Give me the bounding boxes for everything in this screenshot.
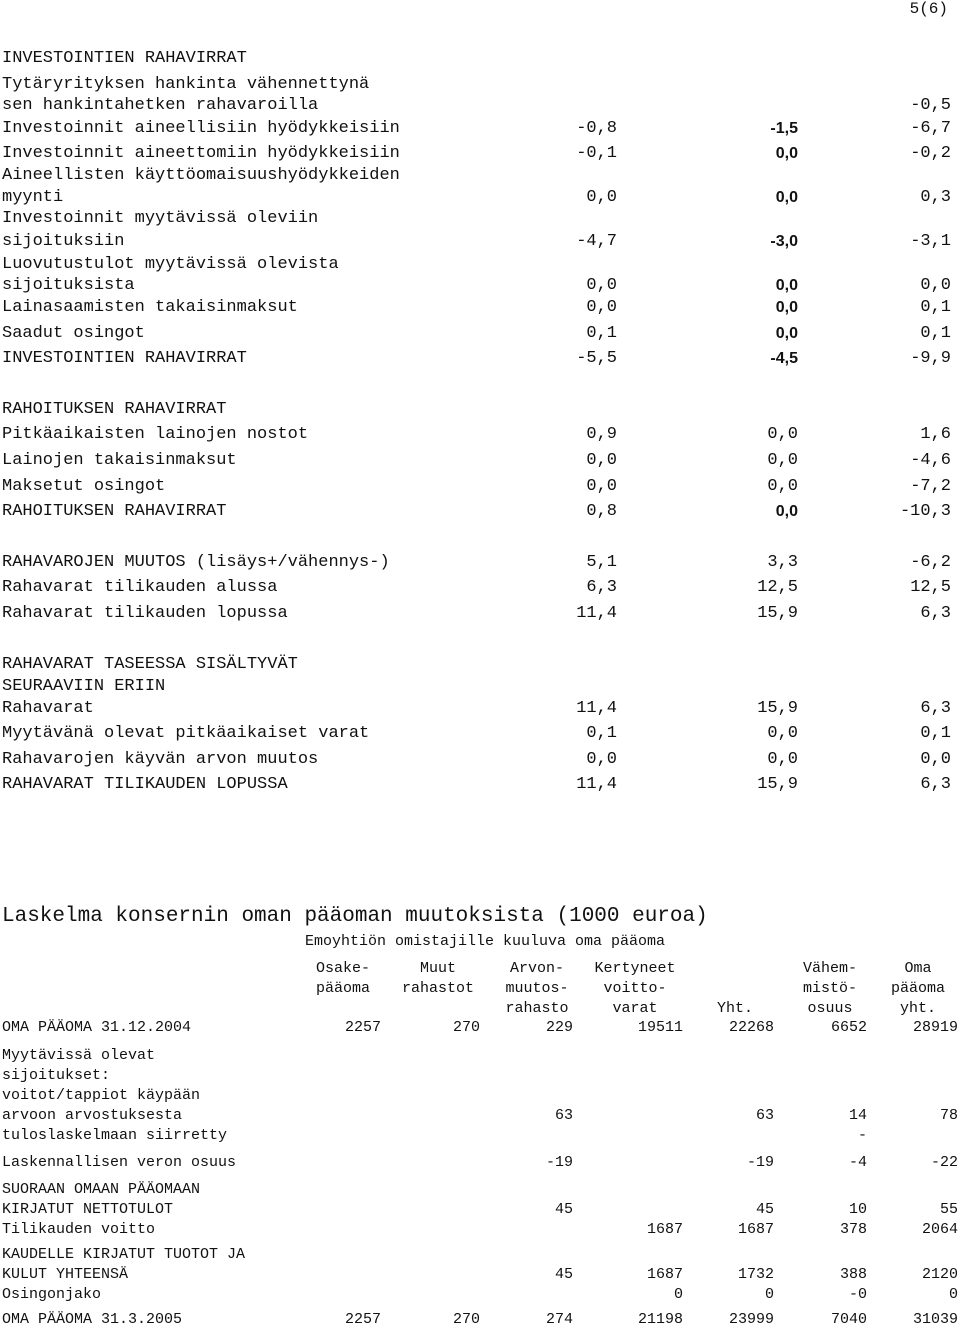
value-cell: 0,0 (767, 425, 798, 444)
value-cell: 45 (755, 1201, 774, 1218)
value-cell: 0,0 (586, 188, 617, 207)
row-label: myynti (2, 188, 64, 207)
value-cell: 1732 (737, 1266, 774, 1283)
value-cell: -19 (746, 1154, 774, 1171)
row-label: OMA PÄÄOMA 31.3.2005 (2, 1311, 183, 1328)
value-cell: -0 (848, 1286, 867, 1303)
row-label: SUORAAN OMAAN PÄÄOMAAN (2, 1181, 201, 1198)
value-cell: 0,0 (586, 451, 617, 470)
value-cell: 0,0 (775, 503, 798, 520)
value-cell: 14 (848, 1107, 867, 1124)
row-label: Investoinnit aineellisiin hyödykkeisiin (2, 119, 400, 138)
value-cell: 0,0 (586, 298, 617, 317)
value-cell: 0,0 (586, 477, 617, 496)
row-label: arvoon arvostuksesta (2, 1107, 183, 1124)
value-cell: 0 (948, 1286, 958, 1303)
value-cell: 11,4 (576, 699, 617, 718)
value-cell: -6,7 (910, 119, 951, 138)
value-cell: 6,3 (920, 775, 951, 794)
value-cell: - (857, 1127, 867, 1144)
value-cell: 7040 (830, 1311, 867, 1328)
column-header: pääoma (890, 980, 945, 997)
column-header: mistö- (802, 980, 857, 997)
value-cell: 0,1 (920, 724, 951, 743)
column-header: Vähem- (802, 960, 857, 977)
column-header: pääoma (315, 980, 370, 997)
row-label: Saadut osingot (2, 324, 145, 343)
row-label: Rahavarat tilikauden alussa (2, 578, 278, 597)
row-label: Aineellisten käyttöomaisuushyödykkeiden (2, 166, 400, 185)
value-cell: 63 (554, 1107, 573, 1124)
value-cell: 6,3 (586, 578, 617, 597)
value-cell: 45 (554, 1201, 573, 1218)
value-cell: 0 (764, 1286, 774, 1303)
value-cell: 0,1 (920, 324, 951, 343)
row-label: Rahavarat tilikauden lopussa (2, 604, 288, 623)
row-label: KAUDELLE KIRJATUT TUOTOT JA (2, 1246, 246, 1263)
value-cell: 270 (452, 1019, 480, 1036)
row-label: KULUT YHTEENSÄ (2, 1266, 129, 1283)
value-cell: 15,9 (757, 604, 798, 623)
value-cell: 19511 (637, 1019, 683, 1036)
value-cell: 21198 (637, 1311, 683, 1328)
value-cell: 0,8 (586, 502, 617, 521)
value-cell: 31039 (912, 1311, 958, 1328)
value-cell: 0,1 (586, 324, 617, 343)
value-cell: 22268 (728, 1019, 774, 1036)
value-cell: 0,0 (586, 276, 617, 295)
column-header: Muut (419, 960, 456, 977)
value-cell: 6652 (830, 1019, 867, 1036)
value-cell: 388 (839, 1266, 867, 1283)
value-cell: 0,0 (775, 277, 798, 294)
value-cell: 0,0 (767, 477, 798, 496)
value-cell: 0,0 (920, 276, 951, 295)
row-label: Laskennallisen veron osuus (2, 1154, 237, 1171)
row-label: Lainojen takaisinmaksut (2, 451, 237, 470)
row-label: Tilikauden voitto (2, 1221, 156, 1238)
total-row-label: INVESTOINTIEN RAHAVIRRAT (2, 349, 247, 368)
value-cell: 10 (848, 1201, 867, 1218)
column-header: Yht. (716, 1000, 753, 1017)
value-cell: -4,5 (770, 350, 798, 367)
section-heading: SEURAAVIIN ERIIN (2, 677, 166, 696)
value-cell: -7,2 (910, 477, 951, 496)
column-header: Oma (904, 960, 932, 977)
value-cell: 0,0 (767, 451, 798, 470)
section-heading: RAHAVARAT TASEESSA SISÄLTYVÄT (2, 655, 298, 674)
row-label: sen hankintahetken rahavaroilla (2, 96, 319, 115)
value-cell: 0,0 (586, 750, 617, 769)
value-cell: -5,5 (576, 349, 617, 368)
equity-subtitle: Emoyhtiön omistajille kuuluva oma pääoma (305, 933, 666, 950)
row-label: RAHAVAROJEN MUUTOS (lisäys+/vähennys-) (2, 553, 390, 572)
value-cell: 0,0 (920, 750, 951, 769)
value-cell: 11,4 (576, 604, 617, 623)
value-cell: 2257 (344, 1311, 381, 1328)
total-row-label: RAHOITUKSEN RAHAVIRRAT (2, 502, 227, 521)
section-heading: INVESTOINTIEN RAHAVIRRAT (2, 49, 247, 68)
row-label: tuloslaskelmaan siirretty (2, 1127, 228, 1144)
value-cell: -19 (545, 1154, 573, 1171)
value-cell: 0,1 (586, 724, 617, 743)
row-label: sijoitukset: (2, 1067, 111, 1084)
column-header: rahasto (505, 1000, 569, 1017)
value-cell: 12,5 (910, 578, 951, 597)
total-row-label: RAHAVARAT TILIKAUDEN LOPUSSA (2, 775, 288, 794)
value-cell: -4,6 (910, 451, 951, 470)
page-number: 5(6) (909, 0, 948, 18)
value-cell: -10,3 (899, 502, 951, 521)
value-cell: 2064 (921, 1221, 958, 1238)
row-label: Pitkäaikaisten lainojen nostot (2, 425, 309, 444)
value-cell: 0,9 (586, 425, 617, 444)
row-label: Investoinnit myytävissä oleviin (2, 209, 319, 228)
value-cell: 0,0 (767, 724, 798, 743)
row-label: Maksetut osingot (2, 477, 166, 496)
value-cell: 0,0 (775, 325, 798, 342)
value-cell: 0,0 (775, 189, 798, 206)
value-cell: 0,0 (767, 750, 798, 769)
value-cell: 15,9 (757, 699, 798, 718)
row-label: Rahavarojen käyvän arvon muutos (2, 750, 319, 769)
value-cell: 2120 (921, 1266, 958, 1283)
row-label: Tytäryrityksen hankinta vähennettynä (2, 75, 370, 94)
value-cell: 0,3 (920, 188, 951, 207)
value-cell: -3,1 (910, 232, 951, 251)
column-header: varat (612, 1000, 658, 1017)
value-cell: 274 (545, 1311, 573, 1328)
row-label: Rahavarat (2, 699, 94, 718)
value-cell: 78 (939, 1107, 958, 1124)
value-cell: 5,1 (586, 553, 617, 572)
value-cell: 1687 (646, 1266, 683, 1283)
row-label: voitot/tappiot käypään (2, 1087, 201, 1104)
value-cell: -4 (848, 1154, 867, 1171)
row-label: Lainasaamisten takaisinmaksut (2, 298, 298, 317)
value-cell: -0,1 (576, 144, 617, 163)
value-cell: -4,7 (576, 232, 617, 251)
value-cell: 15,9 (757, 775, 798, 794)
value-cell: -22 (930, 1154, 958, 1171)
row-label: Myytävänä olevat pitkäaikaiset varat (2, 724, 370, 743)
row-label: Myytävissä olevat (2, 1047, 156, 1064)
column-header: yht. (899, 1000, 936, 1017)
row-label: Osingonjako (2, 1286, 102, 1303)
value-cell: 45 (554, 1266, 573, 1283)
value-cell: 3,3 (767, 553, 798, 572)
value-cell: 378 (839, 1221, 867, 1238)
value-cell: 11,4 (576, 775, 617, 794)
equity-title: Laskelma konsernin oman pääoman muutoksista (1000 euroa) (2, 905, 708, 928)
value-cell: 23999 (728, 1311, 774, 1328)
column-header: Kertyneet (594, 960, 676, 977)
value-cell: 0,0 (775, 145, 798, 162)
value-cell: 1,6 (920, 425, 951, 444)
column-header: Osake- (315, 960, 370, 977)
section-heading: RAHOITUKSEN RAHAVIRRAT (2, 400, 227, 419)
value-cell: 1687 (646, 1221, 683, 1238)
value-cell: -3,0 (770, 233, 798, 250)
value-cell: 0,1 (920, 298, 951, 317)
value-cell: 1687 (737, 1221, 774, 1238)
value-cell: 28919 (912, 1019, 958, 1036)
value-cell: 270 (452, 1311, 480, 1328)
value-cell: -1,5 (770, 120, 798, 137)
value-cell: -0,5 (910, 96, 951, 115)
row-label: KIRJATUT NETTOTULOT (2, 1201, 174, 1218)
row-label: OMA PÄÄOMA 31.12.2004 (2, 1019, 192, 1036)
column-header: voitto- (603, 980, 667, 997)
value-cell: -0,8 (576, 119, 617, 138)
value-cell: 6,3 (920, 699, 951, 718)
row-label: Investoinnit aineettomiin hyödykkeisiin (2, 144, 400, 163)
value-cell: 55 (939, 1201, 958, 1218)
column-header: Arvon- (509, 960, 564, 977)
value-cell: -0,2 (910, 144, 951, 163)
value-cell: -6,2 (910, 553, 951, 572)
value-cell: 63 (755, 1107, 774, 1124)
value-cell: 2257 (344, 1019, 381, 1036)
column-header: osuus (807, 1000, 853, 1017)
value-cell: -9,9 (910, 349, 951, 368)
column-header: rahastot (401, 980, 474, 997)
value-cell: 0 (673, 1286, 683, 1303)
row-label: Luovutustulot myytävissä olevista (2, 255, 339, 274)
value-cell: 12,5 (757, 578, 798, 597)
column-header: muutos- (505, 980, 569, 997)
row-label: sijoituksiin (2, 232, 125, 251)
value-cell: 0,0 (775, 299, 798, 316)
value-cell: 229 (545, 1019, 573, 1036)
value-cell: 6,3 (920, 604, 951, 623)
row-label: sijoituksista (2, 276, 135, 295)
